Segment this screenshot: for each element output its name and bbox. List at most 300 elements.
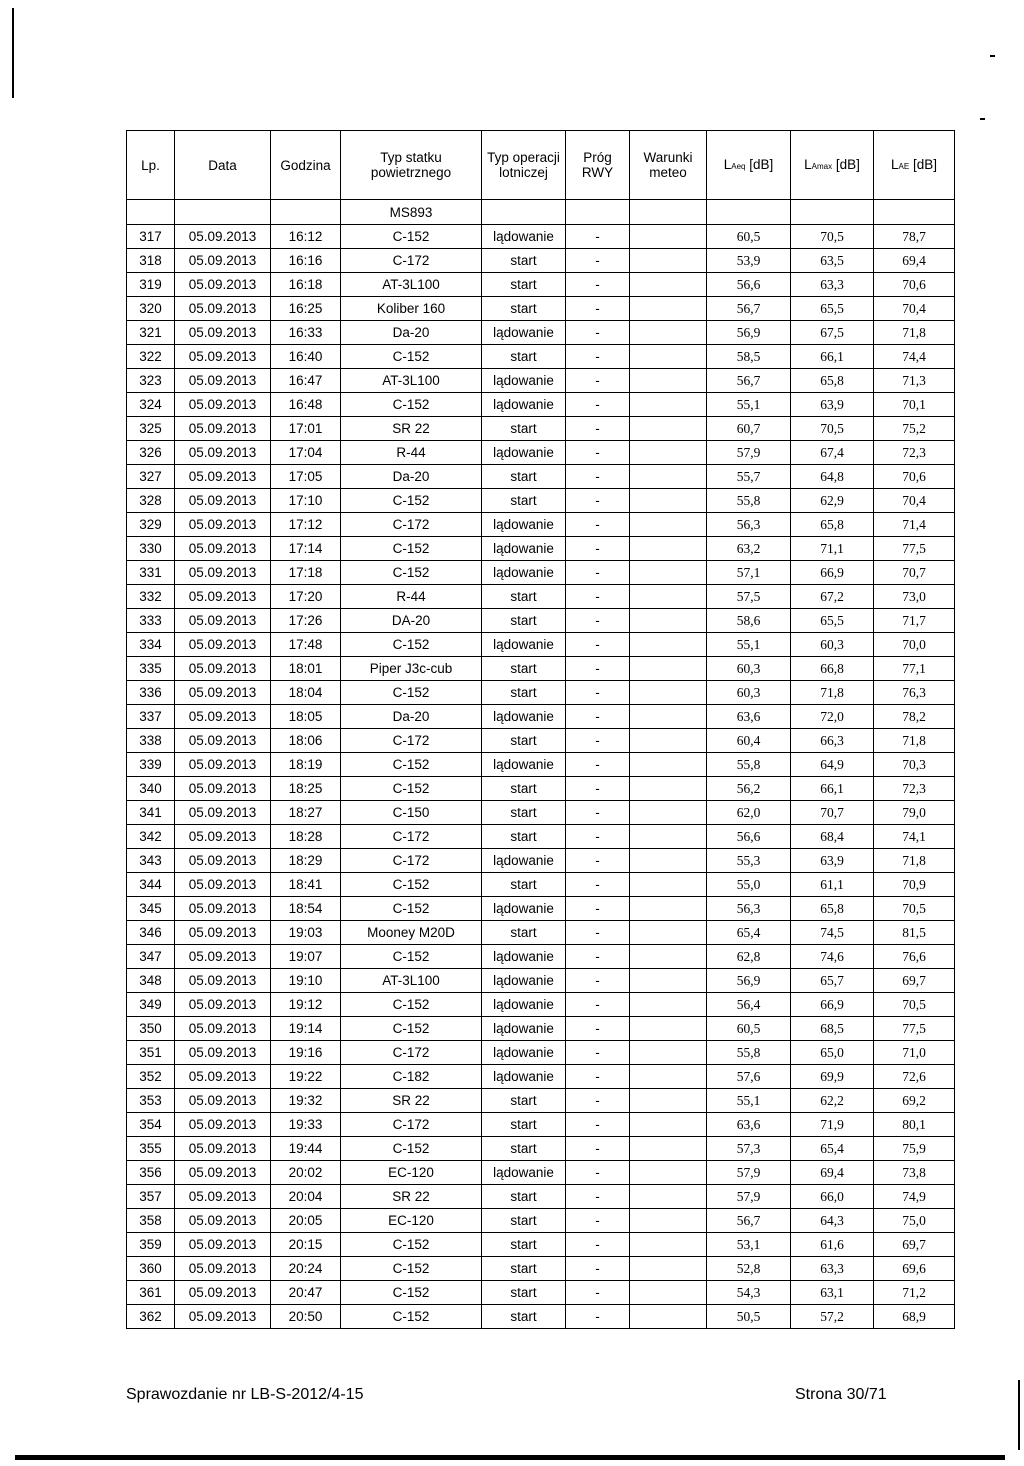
table-row [127, 1017, 955, 1041]
cell-data: 05.09.2013 [175, 1017, 271, 1041]
cell-typ-operacji: lądowanie [482, 561, 566, 585]
table-row [127, 321, 955, 345]
cell-lae: 70,5 [874, 897, 955, 921]
cell-lamax: 72,0 [791, 705, 874, 729]
header-godzina: Godzina [271, 131, 341, 200]
table-body [127, 225, 955, 1329]
cell-prog: - [566, 921, 630, 945]
cell-warunki [630, 225, 707, 249]
cell-lae: 76,6 [874, 945, 955, 969]
cell-prog: - [566, 1089, 630, 1113]
cell-warunki [630, 945, 707, 969]
cell-laeq: 57,1 [707, 561, 791, 585]
cell-godzina: 19:07 [271, 945, 341, 969]
cell-lamax: 65,5 [791, 609, 874, 633]
cell-godzina: 20:50 [271, 1305, 341, 1329]
cell-lp: 337 [127, 705, 175, 729]
cell-typ-statku: C-182 [341, 1065, 482, 1089]
cell-laeq: 60,7 [707, 417, 791, 441]
cell-lp: 329 [127, 513, 175, 537]
cell-data: 05.09.2013 [175, 321, 271, 345]
cell-data: 05.09.2013 [175, 705, 271, 729]
cell-typ-statku: Da-20 [341, 705, 482, 729]
cell-lamax: 63,5 [791, 249, 874, 273]
cell-warunki [630, 1041, 707, 1065]
cell-data: 05.09.2013 [175, 417, 271, 441]
cell-lp: 340 [127, 777, 175, 801]
cell-lamax: 66,9 [791, 561, 874, 585]
cell-typ-operacji: lądowanie [482, 441, 566, 465]
cell-warunki [630, 1233, 707, 1257]
cell-data: 05.09.2013 [175, 561, 271, 585]
cell-godzina: 18:41 [271, 873, 341, 897]
cell-typ-statku: C-152 [341, 897, 482, 921]
cell-typ-statku: AT-3L100 [341, 369, 482, 393]
header-lae: LAE [dB] [874, 131, 955, 200]
cell-godzina: 17:14 [271, 537, 341, 561]
cell-warunki [630, 993, 707, 1017]
cell-lamax: 71,9 [791, 1113, 874, 1137]
cell-data: 05.09.2013 [175, 1281, 271, 1305]
cell-data: 05.09.2013 [175, 633, 271, 657]
cell-lp: 322 [127, 345, 175, 369]
cell-laeq: 60,3 [707, 657, 791, 681]
cell-data: 05.09.2013 [175, 753, 271, 777]
cell-lp: 342 [127, 825, 175, 849]
cell-prog: - [566, 465, 630, 489]
cell-lamax: 67,4 [791, 441, 874, 465]
cell-data: 05.09.2013 [175, 1233, 271, 1257]
cell-lp: 353 [127, 1089, 175, 1113]
cell-godzina: 20:15 [271, 1233, 341, 1257]
cell-typ-statku: SR 22 [341, 1089, 482, 1113]
cell-lae: 70,6 [874, 465, 955, 489]
cell-prog: - [566, 1113, 630, 1137]
cell-warunki [630, 417, 707, 441]
cell-lamax: 66,9 [791, 993, 874, 1017]
cell-lae: 70,4 [874, 297, 955, 321]
cell-lae: 77,5 [874, 537, 955, 561]
cell-data: 05.09.2013 [175, 849, 271, 873]
cell-lae: 71,8 [874, 321, 955, 345]
cell-warunki [630, 921, 707, 945]
cell-lae: 77,5 [874, 1017, 955, 1041]
table-row [127, 1281, 955, 1305]
cell-data: 05.09.2013 [175, 1185, 271, 1209]
cell-typ-operacji: lądowanie [482, 897, 566, 921]
cell-warunki [630, 321, 707, 345]
cell-warunki [630, 633, 707, 657]
cell-lae: 75,0 [874, 1209, 955, 1233]
cell-warunki [630, 537, 707, 561]
cell-warunki [630, 873, 707, 897]
cell-lp: 339 [127, 753, 175, 777]
cell-lp: 319 [127, 273, 175, 297]
table-row [127, 393, 955, 417]
cell-typ-statku: C-152 [341, 1137, 482, 1161]
table-row [127, 873, 955, 897]
cell-typ-statku: SR 22 [341, 1185, 482, 1209]
cell-typ-statku: C-172 [341, 825, 482, 849]
cell-laeq: 56,6 [707, 273, 791, 297]
table-row [127, 633, 955, 657]
cell-laeq: 56,9 [707, 969, 791, 993]
table-row [127, 657, 955, 681]
cell-typ-statku: EC-120 [341, 1209, 482, 1233]
cell-prog: - [566, 1185, 630, 1209]
cell-typ-operacji: start [482, 1185, 566, 1209]
cell-laeq: 57,9 [707, 1185, 791, 1209]
cell-lae: 68,9 [874, 1305, 955, 1329]
cell-lp: 332 [127, 585, 175, 609]
cell-warunki [630, 1209, 707, 1233]
cell-typ-operacji: start [482, 273, 566, 297]
cell-lae: 70,1 [874, 393, 955, 417]
cell-godzina: 19:14 [271, 1017, 341, 1041]
cell-warunki [630, 801, 707, 825]
table-row [127, 345, 955, 369]
cell-godzina: 18:05 [271, 705, 341, 729]
cell-lamax: 74,5 [791, 921, 874, 945]
cell-typ-operacji: start [482, 801, 566, 825]
cell-prog: - [566, 777, 630, 801]
table-row [127, 705, 955, 729]
cell-godzina: 16:47 [271, 369, 341, 393]
cell-godzina: 16:18 [271, 273, 341, 297]
cell-typ-statku: C-172 [341, 1041, 482, 1065]
cell-laeq: 56,7 [707, 369, 791, 393]
cell-godzina: 17:04 [271, 441, 341, 465]
cell-warunki [630, 1089, 707, 1113]
cell-lae: 78,2 [874, 705, 955, 729]
table-row [127, 825, 955, 849]
cell-laeq: 53,1 [707, 1233, 791, 1257]
cell-lp: 359 [127, 1233, 175, 1257]
cell-typ-statku: C-152 [341, 993, 482, 1017]
table-row [127, 1041, 955, 1065]
cell-prog: - [566, 681, 630, 705]
cell-laeq: 56,7 [707, 1209, 791, 1233]
cell-data: 05.09.2013 [175, 513, 271, 537]
cell-laeq: 62,0 [707, 801, 791, 825]
cell-laeq: 52,8 [707, 1257, 791, 1281]
cell-typ-operacji: start [482, 1281, 566, 1305]
table-row [127, 1185, 955, 1209]
cell-lamax: 68,4 [791, 825, 874, 849]
cell-typ-operacji: lądowanie [482, 537, 566, 561]
cell-typ-operacji: start [482, 1233, 566, 1257]
cell-prog: - [566, 1305, 630, 1329]
cell-data: 05.09.2013 [175, 369, 271, 393]
cell-typ-operacji: lądowanie [482, 225, 566, 249]
cell-lp: 362 [127, 1305, 175, 1329]
cell-prog: - [566, 561, 630, 585]
table-row [127, 489, 955, 513]
cell-laeq: 56,4 [707, 993, 791, 1017]
cell-godzina: 19:12 [271, 993, 341, 1017]
cell-data: 05.09.2013 [175, 657, 271, 681]
cell-prog: - [566, 1161, 630, 1185]
cell-lamax: 63,9 [791, 849, 874, 873]
table-row [127, 249, 955, 273]
table-row [127, 465, 955, 489]
cell-lp: 323 [127, 369, 175, 393]
cell-prog: - [566, 657, 630, 681]
cell-typ-statku: Da-20 [341, 465, 482, 489]
cell-lamax: 65,4 [791, 1137, 874, 1161]
subheader-row [127, 200, 955, 225]
table-row [127, 1113, 955, 1137]
cell-data: 05.09.2013 [175, 801, 271, 825]
scan-mark-right-edge [1018, 1380, 1020, 1450]
cell-lamax: 64,9 [791, 753, 874, 777]
cell-lp: 326 [127, 441, 175, 465]
cell-godzina: 17:48 [271, 633, 341, 657]
cell-data: 05.09.2013 [175, 993, 271, 1017]
cell-warunki [630, 369, 707, 393]
cell-godzina: 19:10 [271, 969, 341, 993]
cell-lae: 69,6 [874, 1257, 955, 1281]
cell-prog: - [566, 1017, 630, 1041]
cell-lae: 81,5 [874, 921, 955, 945]
table-row [127, 1089, 955, 1113]
table-row [127, 537, 955, 561]
cell-lp: 334 [127, 633, 175, 657]
table-row [127, 945, 955, 969]
cell-prog: - [566, 993, 630, 1017]
cell-warunki [630, 297, 707, 321]
cell-typ-operacji: lądowanie [482, 393, 566, 417]
cell-lae: 75,9 [874, 1137, 955, 1161]
cell-typ-statku: AT-3L100 [341, 273, 482, 297]
cell-warunki [630, 897, 707, 921]
cell-data: 05.09.2013 [175, 537, 271, 561]
cell-typ-operacji: start [482, 1209, 566, 1233]
cell-lp: 361 [127, 1281, 175, 1305]
cell-laeq: 55,8 [707, 753, 791, 777]
cell-laeq: 56,6 [707, 825, 791, 849]
cell-lp: 346 [127, 921, 175, 945]
cell-godzina: 16:16 [271, 249, 341, 273]
cell-lp: 327 [127, 465, 175, 489]
table-row [127, 849, 955, 873]
cell-godzina: 19:44 [271, 1137, 341, 1161]
cell-godzina: 20:24 [271, 1257, 341, 1281]
cell-typ-operacji: lądowanie [482, 321, 566, 345]
cell-godzina: 18:29 [271, 849, 341, 873]
cell-lae: 71,0 [874, 1041, 955, 1065]
cell-typ-operacji: start [482, 1257, 566, 1281]
cell-warunki [630, 777, 707, 801]
cell-typ-statku: C-152 [341, 537, 482, 561]
table-row [127, 681, 955, 705]
cell-laeq: 57,9 [707, 441, 791, 465]
cell-typ-operacji: lądowanie [482, 969, 566, 993]
cell-lamax: 66,3 [791, 729, 874, 753]
cell-typ-statku: C-152 [341, 777, 482, 801]
cell-lae: 72,6 [874, 1065, 955, 1089]
cell-lamax: 63,9 [791, 393, 874, 417]
table-row [127, 921, 955, 945]
cell-laeq: 60,4 [707, 729, 791, 753]
cell-typ-operacji: start [482, 609, 566, 633]
table-row [127, 1161, 955, 1185]
cell-lamax: 66,8 [791, 657, 874, 681]
cell-prog: - [566, 1209, 630, 1233]
table-row [127, 225, 955, 249]
header-prog: Próg RWY [566, 131, 630, 200]
measurement-table [126, 130, 955, 1329]
cell-typ-operacji: lądowanie [482, 753, 566, 777]
cell-laeq: 63,6 [707, 705, 791, 729]
cell-data: 05.09.2013 [175, 1089, 271, 1113]
cell-prog: - [566, 225, 630, 249]
cell-typ-statku: SR 22 [341, 417, 482, 441]
header-typ-statku: Typ statku powietrznego [341, 131, 482, 200]
cell-godzina: 16:12 [271, 225, 341, 249]
cell-lae: 70,4 [874, 489, 955, 513]
cell-data: 05.09.2013 [175, 825, 271, 849]
cell-godzina: 17:18 [271, 561, 341, 585]
cell-lp: 350 [127, 1017, 175, 1041]
table-row [127, 561, 955, 585]
cell-lae: 75,2 [874, 417, 955, 441]
scan-mark-right [980, 118, 985, 120]
cell-prog: - [566, 1137, 630, 1161]
cell-lp: 335 [127, 657, 175, 681]
cell-laeq: 56,9 [707, 321, 791, 345]
cell-lp: 345 [127, 897, 175, 921]
cell-laeq: 60,3 [707, 681, 791, 705]
cell-lae: 74,4 [874, 345, 955, 369]
cell-godzina: 18:19 [271, 753, 341, 777]
cell-godzina: 18:06 [271, 729, 341, 753]
cell-lamax: 65,0 [791, 1041, 874, 1065]
cell-lp: 318 [127, 249, 175, 273]
cell-godzina: 17:05 [271, 465, 341, 489]
cell-typ-statku: EC-120 [341, 1161, 482, 1185]
table-row [127, 1137, 955, 1161]
cell-typ-operacji: start [482, 297, 566, 321]
cell-warunki [630, 849, 707, 873]
cell-typ-operacji: start [482, 585, 566, 609]
cell-data: 05.09.2013 [175, 1209, 271, 1233]
cell-prog: - [566, 633, 630, 657]
cell-godzina: 17:20 [271, 585, 341, 609]
cell-godzina: 17:26 [271, 609, 341, 633]
cell-warunki [630, 825, 707, 849]
cell-typ-statku: C-152 [341, 225, 482, 249]
cell-laeq: 50,5 [707, 1305, 791, 1329]
header-row [127, 131, 955, 200]
cell-laeq: 57,9 [707, 1161, 791, 1185]
cell-prog: - [566, 849, 630, 873]
cell-laeq: 53,9 [707, 249, 791, 273]
table-row [127, 585, 955, 609]
cell-lp: 355 [127, 1137, 175, 1161]
cell-lamax: 65,8 [791, 513, 874, 537]
cell-data: 05.09.2013 [175, 729, 271, 753]
cell-typ-statku: Piper J3c-cub [341, 657, 482, 681]
cell-warunki [630, 969, 707, 993]
cell-lamax: 64,3 [791, 1209, 874, 1233]
cell-prog: - [566, 729, 630, 753]
cell-lamax: 61,6 [791, 1233, 874, 1257]
table-row [127, 801, 955, 825]
cell-godzina: 20:04 [271, 1185, 341, 1209]
cell-typ-statku: Da-20 [341, 321, 482, 345]
cell-typ-statku: C-152 [341, 393, 482, 417]
cell-typ-statku: C-152 [341, 633, 482, 657]
table-row [127, 1233, 955, 1257]
cell-lamax: 62,2 [791, 1089, 874, 1113]
cell-typ-statku: DA-20 [341, 609, 482, 633]
cell-typ-operacji: start [482, 249, 566, 273]
cell-typ-operacji: lądowanie [482, 369, 566, 393]
cell-prog: - [566, 489, 630, 513]
cell-lp: 338 [127, 729, 175, 753]
cell-lae: 76,3 [874, 681, 955, 705]
cell-godzina: 19:33 [271, 1113, 341, 1137]
cell-data: 05.09.2013 [175, 873, 271, 897]
cell-lae: 77,1 [874, 657, 955, 681]
cell-lamax: 71,8 [791, 681, 874, 705]
cell-data: 05.09.2013 [175, 945, 271, 969]
cell-typ-operacji: start [482, 1305, 566, 1329]
table-row [127, 513, 955, 537]
cell-lp: 343 [127, 849, 175, 873]
cell-data: 05.09.2013 [175, 1041, 271, 1065]
cell-typ-operacji: lądowanie [482, 945, 566, 969]
header-data: Data [175, 131, 271, 200]
cell-laeq: 57,3 [707, 1137, 791, 1161]
cell-typ-statku: Koliber 160 [341, 297, 482, 321]
cell-prog: - [566, 801, 630, 825]
cell-warunki [630, 1113, 707, 1137]
cell-lae: 79,0 [874, 801, 955, 825]
cell-lp: 317 [127, 225, 175, 249]
cell-lp: 330 [127, 537, 175, 561]
cell-godzina: 19:32 [271, 1089, 341, 1113]
cell-typ-statku: C-152 [341, 945, 482, 969]
table-row [127, 777, 955, 801]
cell-lae: 69,7 [874, 969, 955, 993]
table-row [127, 993, 955, 1017]
cell-warunki [630, 705, 707, 729]
cell-laeq: 57,5 [707, 585, 791, 609]
cell-laeq: 54,3 [707, 1281, 791, 1305]
cell-typ-operacji: lądowanie [482, 993, 566, 1017]
cell-laeq: 55,3 [707, 849, 791, 873]
cell-laeq: 55,8 [707, 489, 791, 513]
cell-lae: 71,7 [874, 609, 955, 633]
cell-warunki [630, 1065, 707, 1089]
cell-godzina: 16:48 [271, 393, 341, 417]
cell-lp: 344 [127, 873, 175, 897]
header-typ-operacji: Typ operacji lotniczej [482, 131, 566, 200]
cell-typ-operacji: start [482, 729, 566, 753]
cell-typ-operacji: lądowanie [482, 513, 566, 537]
cell-lamax: 70,5 [791, 225, 874, 249]
cell-lamax: 65,5 [791, 297, 874, 321]
cell-lae: 71,2 [874, 1281, 955, 1305]
cell-godzina: 19:03 [271, 921, 341, 945]
cell-lae: 70,6 [874, 273, 955, 297]
cell-prog: - [566, 441, 630, 465]
cell-laeq: 55,1 [707, 633, 791, 657]
cell-prog: - [566, 345, 630, 369]
cell-warunki [630, 657, 707, 681]
